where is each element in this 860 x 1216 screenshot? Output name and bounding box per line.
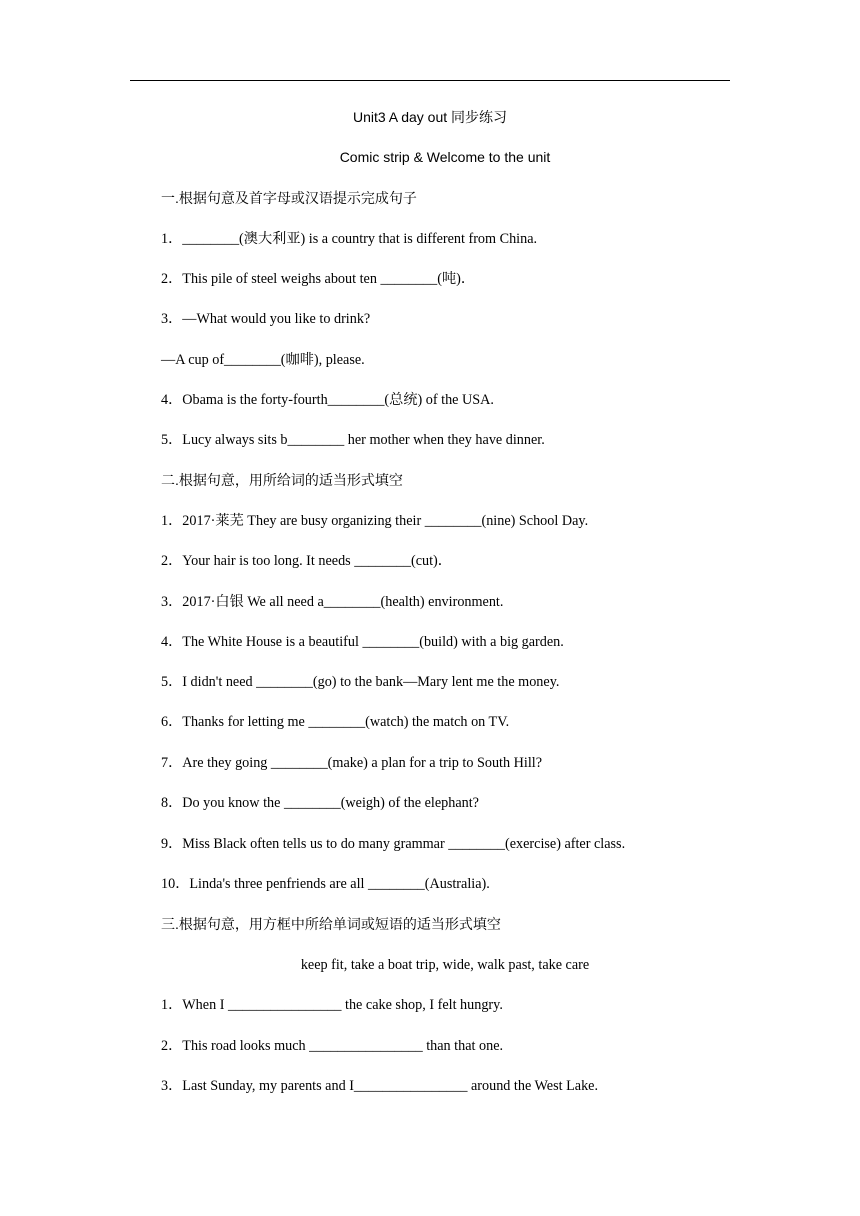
- section-3-heading: 三.根据句意，用方框中所给单词或短语的适当形式填空: [161, 916, 501, 932]
- s1-question-4: 4．Obama is the forty-fourth________(总统) of the USA.: [161, 392, 494, 408]
- document-subtitle: Comic strip & Welcome to the unit: [339, 149, 551, 165]
- s3-question-2: 2．This road looks much ________________ than that one.: [161, 1038, 504, 1054]
- s2-question-5: 5．I didn't need ________(go) to the bank—Mary lent me the money.: [161, 674, 560, 690]
- s2-question-9: 9．Miss Black often tells us to do many grammar ________(exercise) after class.: [161, 836, 626, 852]
- s2-question-7: 7．Are they going ________(make) a plan for a trip to South Hill?: [161, 755, 543, 771]
- s3-question-3: 3．Last Sunday, my parents and I________________ around the West Lake.: [161, 1078, 599, 1094]
- s2-question-3: 3．2017·白银 We all need a________(health) environment.: [161, 594, 504, 610]
- s2-question-1: 1．2017·莱芜 They are busy organizing their ________(nine) School Day.: [161, 513, 589, 529]
- document-title: Unit3 A day out 同步练习: [352, 109, 508, 125]
- s1-question-3: 3．—What would you like to drink?: [161, 311, 371, 327]
- s1-question-2: 2．This pile of steel weighs about ten ________(吨)．: [161, 271, 476, 287]
- s2-question-10: 10．Linda's three penfriends are all ________(Australia).: [161, 876, 490, 892]
- section-2-heading: 二.根据句意，用所给词的适当形式填空: [161, 472, 403, 488]
- s1-question-3-answer-line: —A cup of________(咖啡), please.: [161, 352, 365, 368]
- s2-question-4: 4．The White House is a beautiful ________(build) with a big garden.: [161, 634, 564, 650]
- s1-question-1: 1．________(澳大利亚) is a country that is different from China.: [161, 231, 538, 247]
- s2-question-2: 2．Your hair is too long. It needs ________(cut)．: [161, 553, 452, 569]
- section-1-heading: 一.根据句意及首字母或汉语提示完成句子: [161, 190, 417, 206]
- word-box: keep fit, take a boat trip, wide, walk past, take care: [300, 957, 590, 973]
- s3-question-1: 1．When I ________________ the cake shop, I felt hungry.: [161, 997, 503, 1013]
- s1-question-5: 5．Lucy always sits b________ her mother when they have dinner.: [161, 432, 545, 448]
- s2-question-8: 8．Do you know the ________(weigh) of the elephant?: [161, 795, 479, 811]
- s2-question-6: 6．Thanks for letting me ________(watch) the match on TV.: [161, 714, 510, 730]
- header-rule: [130, 80, 730, 81]
